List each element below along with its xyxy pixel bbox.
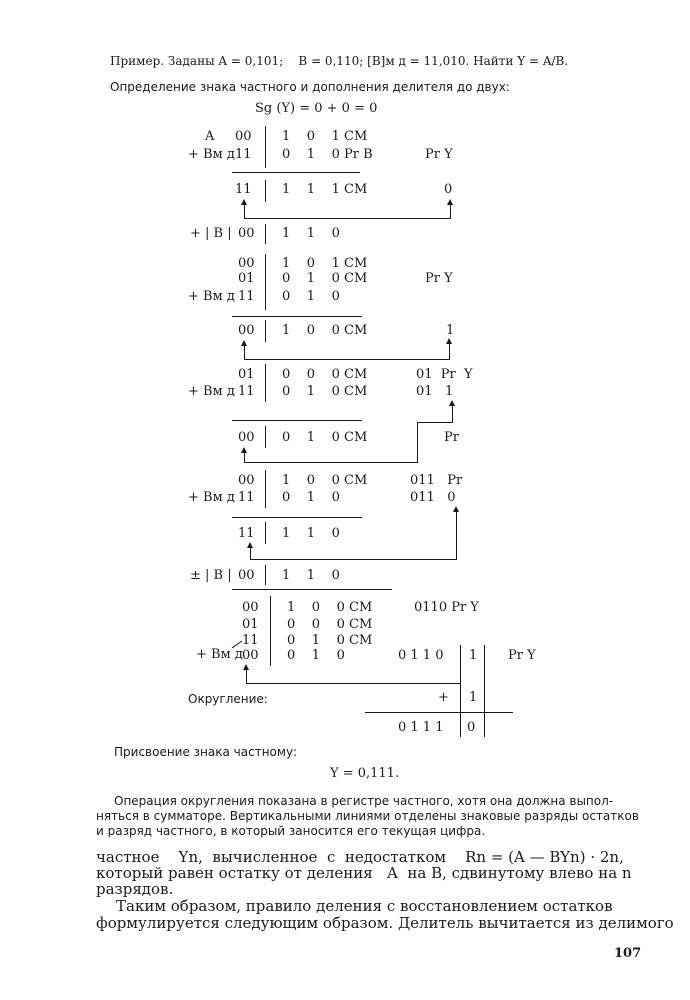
row-sign: 00 xyxy=(238,256,255,271)
loop-line xyxy=(417,422,418,463)
quotient-result: Y = 0,111. xyxy=(330,766,400,781)
row-digits: 0 0 0 СМ xyxy=(287,617,373,632)
row-digits: 1 1 0 xyxy=(282,526,340,541)
loop-line xyxy=(246,683,461,684)
row-extra: 011 0 xyxy=(410,490,456,505)
row-extra: 011 Pr xyxy=(410,473,463,488)
row-sign: 11 xyxy=(238,490,255,505)
row-sign: 00 xyxy=(238,226,255,241)
body-line-2: который равен остатку от деления A на B, сдвинутому влево на n xyxy=(96,864,632,882)
arrow-icon xyxy=(449,400,455,406)
row-extra: Pr xyxy=(444,430,459,445)
rounding-label: Округление: xyxy=(188,692,268,706)
example-statement: Пример. Заданы A = 0,101; B = 0,110; [B]м д = 11,010. Найти Y = A/B. xyxy=(110,54,569,68)
row-sign: 00 xyxy=(235,129,252,144)
body-line-1: частное Yn, вычисленное с недостатком Rn = (A — BYn) · 2n, xyxy=(96,848,624,866)
quotient-separator xyxy=(460,645,461,737)
row-sign: 00 xyxy=(238,568,255,583)
loop-line xyxy=(456,510,457,560)
note-line-2: няться в сумматоре. Вертикальными линиями отделены знаковые разряды остатков xyxy=(96,809,639,823)
row-digits: 0 0 0 СМ xyxy=(282,367,368,382)
sign-separator xyxy=(265,565,266,585)
row-sign: 11 xyxy=(238,384,255,399)
row-sign: 11 xyxy=(235,147,252,162)
body-line-5: формулируется следующим образом. Делитель вычитается из делимого xyxy=(96,914,674,932)
sum-line xyxy=(232,517,362,518)
loop-line xyxy=(452,404,453,423)
row-sign: 00 xyxy=(238,323,255,338)
row-label: ± | B | xyxy=(190,568,232,583)
row-digits: 0 1 0 Pr B xyxy=(282,147,373,162)
sum-line xyxy=(232,316,362,317)
row-digits: 0 1 0 xyxy=(287,648,345,663)
sum-line xyxy=(232,589,392,590)
row-sign: 00 xyxy=(238,473,255,488)
sign-separator xyxy=(265,320,266,342)
row-digits: 0 1 0 xyxy=(282,289,340,304)
row-extra: 0 1 1 0 xyxy=(398,648,444,663)
row-extra: 01 1 xyxy=(416,384,454,399)
row-digits: 0 1 0 СМ xyxy=(287,633,373,648)
loop-line xyxy=(250,546,251,560)
row-extra: Pr Y xyxy=(425,271,453,286)
row-extra: 0 xyxy=(444,182,453,197)
row-sign: 11 xyxy=(238,289,255,304)
row-label: + Bм д xyxy=(188,384,235,399)
sign-separator xyxy=(265,522,266,544)
arrow-icon xyxy=(453,506,459,512)
row-sign: 00 xyxy=(242,648,259,663)
arrow-icon xyxy=(241,199,247,205)
loop-line xyxy=(246,668,247,684)
body-line-4: Таким образом, правило деления с восстановлением остатков xyxy=(116,897,613,915)
row-sign: 11 xyxy=(235,182,252,197)
quotient-separator xyxy=(484,645,485,737)
sum-line xyxy=(365,712,513,713)
row-digits: 1 0 0 СМ xyxy=(282,323,368,338)
row-digits: 0 1 0 СМ xyxy=(282,271,368,286)
arrow-icon xyxy=(243,664,249,670)
row-digits: 1 1 1 СМ xyxy=(282,182,368,197)
body-line-3: разрядов. xyxy=(96,880,174,898)
row-label: + | B | xyxy=(190,226,232,241)
loop-line xyxy=(244,462,418,463)
note-line-1: Операция округления показана в регистре частного, хотя она должна выпол- xyxy=(114,794,614,808)
arrow-icon xyxy=(446,338,452,344)
note-line-3: и разряд частного, в который заносится его текущая цифра. xyxy=(96,824,486,838)
row-sign: 11 xyxy=(238,526,255,541)
arrow-icon xyxy=(447,199,453,205)
loop-line xyxy=(244,203,245,219)
loop-line xyxy=(244,344,245,360)
result-bit: 0 xyxy=(467,720,476,735)
loop-line xyxy=(250,559,457,560)
row-digits: 0 1 0 xyxy=(282,490,340,505)
row-digits: 0 1 0 СМ xyxy=(282,384,368,399)
row-label: + Bм д xyxy=(196,647,243,662)
arrow-icon xyxy=(247,542,253,548)
loop-line xyxy=(417,422,453,423)
row-label: + Bм д xyxy=(188,490,235,505)
arrow-icon xyxy=(241,447,247,453)
row-extra: 0110 Pr Y xyxy=(414,600,479,615)
sign-separator xyxy=(265,180,266,202)
quotient-bit: 1 xyxy=(469,648,478,663)
row-digits: 1 0 0 СМ xyxy=(282,473,368,488)
row-sign: 00 xyxy=(238,430,255,445)
subtitle: Определение знака частного и дополнения делителя до двух: xyxy=(110,80,510,94)
row-digits: 1 1 0 xyxy=(282,568,340,583)
row-digits: 1 0 0 СМ xyxy=(287,600,373,615)
rounding-plus: + xyxy=(438,690,449,705)
sum-line xyxy=(232,172,360,173)
row-sign: 01 xyxy=(242,617,259,632)
quotient-separator xyxy=(460,684,461,686)
row-digits: 1 0 1 СМ xyxy=(282,256,368,271)
row-sign: 11 xyxy=(242,633,259,648)
row-extra: Pr Y xyxy=(425,147,453,162)
arrow-icon xyxy=(241,340,247,346)
sign-separator xyxy=(265,364,266,402)
result-digits: 0 1 1 1 xyxy=(398,720,444,735)
loop-line xyxy=(244,359,450,360)
sign-separator xyxy=(265,224,266,244)
row-extra: 1 xyxy=(446,323,455,338)
rounding-bit: 1 xyxy=(469,690,478,705)
row-digits: 1 0 1 СМ xyxy=(282,129,368,144)
row-sign: 01 xyxy=(238,367,255,382)
loop-line xyxy=(450,203,451,219)
sign-separator xyxy=(265,470,266,508)
register-label: Pr Y xyxy=(508,648,536,663)
sign-separator xyxy=(265,254,266,310)
sign-assign-label: Присвоение знака частному: xyxy=(114,745,298,759)
row-extra: 01 Pr Y xyxy=(416,367,473,382)
row-digits: 1 1 0 xyxy=(282,226,340,241)
row-digits: 0 1 0 СМ xyxy=(282,430,368,445)
sign-equation: Sg (Y) = 0 + 0 = 0 xyxy=(255,101,378,116)
row-label: + Bм д xyxy=(188,147,235,162)
row-sign: 00 xyxy=(242,600,259,615)
sign-separator xyxy=(265,126,266,168)
loop-line xyxy=(244,218,451,219)
sign-separator xyxy=(265,426,266,448)
row-sign: 01 xyxy=(238,271,255,286)
sign-separator xyxy=(270,596,271,666)
row-label: + Bм д xyxy=(188,289,235,304)
row-label: A xyxy=(205,129,215,144)
sum-line xyxy=(232,420,362,421)
page-number: 107 xyxy=(614,946,642,961)
